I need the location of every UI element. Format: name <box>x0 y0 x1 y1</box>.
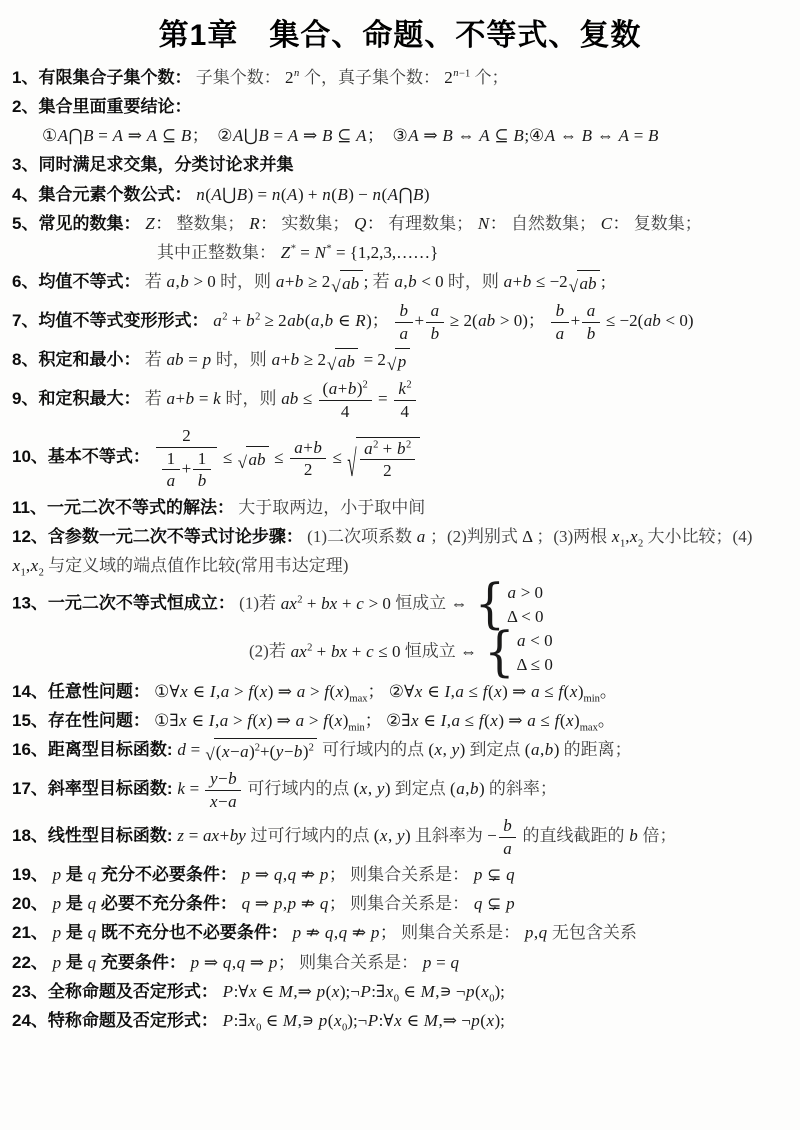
item-13 <box>12 573 788 635</box>
item-heading: 14、任意性问题： <box>12 681 150 701</box>
item-text: 若 <box>144 350 162 370</box>
math-expression: $2^{n-1}$ <box>444 68 471 87</box>
page-title: 第1章 集合、命题、不等式、复数 <box>158 19 642 52</box>
item-text: 到定点 <box>394 778 446 798</box>
item-16 <box>12 738 788 764</box>
math-expression: $\frac{b}{a}$ + $\frac{a}{b}$ ≥ 2(ab > 0)； <box>393 311 545 330</box>
math-expression: p ⇏ q,q ⇏ p； <box>292 923 397 943</box>
item-text: 时，则 <box>225 389 277 409</box>
item-text: 则集合关系是： <box>299 952 419 972</box>
item-heading: 2、集合里面重要结论： <box>12 97 192 117</box>
math-expression: $P:\exists x_0$ ∈ M,∍ $p(x_0);\neg P:\forall x$ ∈ M,⇒ ¬p(x); <box>222 1010 505 1034</box>
item-text: 其中正整数集： <box>157 242 276 262</box>
item-5-positive-integers <box>12 241 788 265</box>
item-14 <box>12 680 788 704</box>
item-heading: 必要不充分条件： <box>100 894 237 914</box>
item-heading: 7、均值不等式变形形式： <box>12 310 209 330</box>
item-heading: 13、一元二次不等式恒成立： <box>12 593 235 613</box>
item-heading: 22、 <box>12 952 48 972</box>
math-expression: p <box>52 923 62 943</box>
item-heading: 6、均值不等式： <box>12 271 141 291</box>
item-text: 时，则 <box>447 271 499 291</box>
math-expression: 2$^n$ <box>284 68 300 87</box>
math-expression: p = q <box>422 952 460 972</box>
math-expression: b <box>629 826 638 846</box>
item-text: (1)二次项系数 <box>307 527 412 547</box>
item-11 <box>12 496 788 520</box>
item-23 <box>12 980 788 1004</box>
item-heading: 18、线性型目标函数: <box>12 826 173 846</box>
item-21 <box>12 921 788 945</box>
item-text: 恒成立 <box>404 641 456 661</box>
math-expression: $x_1,x_2$ <box>611 527 644 550</box>
math-expression: q <box>87 894 97 914</box>
item-20 <box>12 892 788 916</box>
math-expression: Δ <box>522 527 533 547</box>
item-text: 若 <box>144 389 162 409</box>
item-text: 大小比较；(4) <box>647 527 753 547</box>
math-expression: ⇔ { a < 0 Δ ≤ 0 <box>460 621 553 684</box>
item-text: 过可行域内的点 <box>250 826 370 846</box>
item-1 <box>12 66 788 90</box>
item-heading: 9、和定积最大： <box>12 389 141 409</box>
item-text: 则集合关系是： <box>350 894 470 914</box>
item-text: 的距离； <box>563 739 632 759</box>
math-expression: Z： <box>145 213 173 233</box>
math-expression: $a^2 + b^2 \ge 2ab(a,b$ ∈ R)； <box>213 310 389 330</box>
item-text: ；(3)两根 <box>536 527 608 547</box>
item-13-case-2 <box>12 621 788 684</box>
item-text: 大于取两边，小于取中间 <box>238 498 426 518</box>
item-heading: 17、斜率型目标函数: <box>12 778 173 798</box>
math-expression: k = $\frac{y-b}{x-a}$ <box>177 779 243 798</box>
item-heading: 21、 <box>12 923 48 943</box>
item-19 <box>12 863 788 887</box>
item-text: ；(2)判别式 <box>430 527 518 547</box>
item-4 <box>12 183 788 207</box>
item-heading: 10、基本不等式： <box>12 447 150 467</box>
math-expression: ⇔ { a > 0 Δ < 0 <box>450 573 544 635</box>
item-17 <box>12 769 788 811</box>
math-expression: a+b ≥ 2 √ ab ; <box>275 271 369 297</box>
item-text: 的斜率； <box>488 778 557 798</box>
item-heading: 3、同时满足求交集，分类讨论求并集 <box>12 155 294 175</box>
math-expression: p ⇒ q,q ⇒ p； <box>190 952 295 972</box>
math-expression: (x, y) <box>373 826 411 846</box>
math-expression: P:∀x ∈ M,⇒ $p(x);\neg P:\exists x_0$ ∈ M,∍ $\neg p(x_0)$; <box>222 981 505 1005</box>
math-expression: a+b ≤ −2 √ ab ; <box>503 271 606 297</box>
math-expression: ②∃x ∈ I,a ≤ f(x) ⇒ $a \le f(x)_{max}$。 <box>386 710 615 734</box>
math-expression: p <box>52 865 62 885</box>
math-expression: (x, y) <box>428 739 466 759</box>
math-expression: (x, y) <box>353 778 391 798</box>
item-heading: 11、一元二次不等式的解法： <box>12 498 234 518</box>
item-heading: 24、特称命题及否定形式： <box>12 1010 218 1030</box>
math-expression: q <box>87 865 97 885</box>
item-text: 实数集； <box>281 213 350 233</box>
math-expression: ①A⋂B = A ⇒ A ⊆ B； ②A⋃B = A ⇒ B ⊆ A； ③A ⇒ B ⇔ A ⊆ B;④A ⇔ B ⇔ A = B <box>42 126 659 146</box>
item-text: (2)若 <box>249 641 286 661</box>
item-heading: 是 <box>65 952 83 972</box>
math-expression: q ⊊ p <box>473 894 515 914</box>
item-heading: 15、存在性问题： <box>12 710 150 730</box>
item-text: 个； <box>474 68 509 87</box>
math-expression: a+b = k <box>166 389 221 409</box>
item-text: 有理数集； <box>388 213 474 233</box>
item-text: 可行域内的点 <box>322 739 425 759</box>
math-expression: (a,b) <box>524 739 560 759</box>
item-heading: 是 <box>65 923 83 943</box>
item-heading: 既不充分也不必要条件： <box>100 923 288 943</box>
item-6 <box>12 270 788 296</box>
item-2 <box>12 95 788 119</box>
item-heading: 1、有限集合子集个数： <box>12 68 192 87</box>
item-text: 自然数集； <box>510 213 596 233</box>
math-expression: q <box>87 952 97 972</box>
math-expression: ①∃x ∈ I,a > f(x) ⇒ $a > f(x)_{min}$； <box>154 710 382 734</box>
math-expression: Z* = N* = {1,2,3,……} <box>280 242 439 262</box>
item-9 <box>12 379 788 421</box>
item-heading: 20、 <box>12 894 48 914</box>
math-expression: N： <box>477 213 507 233</box>
item-text: 复数集； <box>633 213 702 233</box>
item-text: 若 <box>372 271 390 291</box>
item-18 <box>12 816 788 858</box>
math-expression: $ax^2$ + bx + c ≤ 0 <box>290 641 401 661</box>
item-10 <box>12 426 788 491</box>
math-expression: p <box>52 894 62 914</box>
math-expression: ①∀x ∈ I,a > f(x) ⇒ $a > f(x)_{max}$； <box>154 681 385 704</box>
item-3 <box>12 153 788 177</box>
item-24 <box>12 1009 788 1033</box>
item-5 <box>12 212 788 236</box>
item-text: 无包含关系 <box>551 923 637 943</box>
item-heading: 12、含参数一元二次不等式讨论步骤： <box>12 527 303 547</box>
math-expression: p,q <box>524 923 548 943</box>
item-heading: 8、积定和最小： <box>12 350 141 370</box>
item-text: 时，则 <box>220 271 272 291</box>
math-expression: Q： <box>354 213 384 233</box>
item-text: 个，真子集个数： <box>303 68 440 87</box>
math-expression: ab ≤ $\frac{(a+b)^2}{4}$ = $\frac{k^2}{4}$ <box>281 389 418 408</box>
math-expression: a,b > 0 <box>166 271 216 291</box>
item-text: 可行域内的点 <box>247 778 350 798</box>
item-2-formulas <box>12 124 788 148</box>
math-expression: q <box>87 923 97 943</box>
math-expression: ab = p <box>166 350 212 370</box>
item-heading: 4、集合元素个数公式： <box>12 184 192 204</box>
math-expression: $\frac{b}{a}$ + $\frac{a}{b}$ ≤ −2(ab < 0) <box>549 311 693 330</box>
item-text: 则集合关系是： <box>401 923 521 943</box>
item-text: 且斜率为 <box>414 826 483 846</box>
math-expression: 2 $\frac{1}{a}$ + $\frac{1}{b}$ ≤ √ ab ≤ $\frac{a+b}{2}$ ≤ √ $\frac{a^2 + b^2}{2}$ <box>154 448 421 467</box>
math-expression: z = ax+by <box>177 826 246 846</box>
item-text: 若 <box>144 271 162 291</box>
math-expression: q ⇒ p,p ⇏ q； <box>241 894 346 914</box>
math-expression: a <box>416 527 426 547</box>
item-12-continued <box>12 554 788 578</box>
item-heading: 16、距离型目标函数: <box>12 739 173 759</box>
item-text: 的直线截距的 <box>522 826 625 846</box>
formula-list <box>12 66 788 1033</box>
item-text: 子集个数： <box>195 68 281 87</box>
math-expression: $ax^2$ + bx + c > 0 <box>280 593 391 613</box>
math-expression: a+b ≥ 2 √ ab = 2 √ p <box>271 350 411 369</box>
math-expression: − $\frac{b}{a}$ <box>487 826 518 845</box>
item-heading: 5、常见的数集： <box>12 213 141 233</box>
item-text: 恒成立 <box>395 593 447 613</box>
item-15 <box>12 709 788 733</box>
math-expression: a,b < 0 <box>394 271 444 291</box>
math-expression: n(A⋃B) = n(A) + n(B) − n(A⋂B) <box>196 184 430 204</box>
item-22 <box>12 951 788 975</box>
math-expression: p ⇒ q,q ⇏ p； <box>241 865 346 885</box>
math-expression: C： <box>600 213 630 233</box>
item-heading: 19、 <box>12 865 48 885</box>
item-8 <box>12 348 788 374</box>
math-expression: $x_1,x_2$ <box>12 556 44 579</box>
math-expression: (a,b) <box>450 778 485 798</box>
item-heading: 充分不必要条件： <box>100 865 237 885</box>
math-expression: p ⊊ q <box>473 865 515 885</box>
item-text: 时，则 <box>215 350 267 370</box>
item-heading: 23、全称命题及否定形式： <box>12 981 218 1001</box>
math-expression: R： <box>249 213 278 233</box>
math-expression: d = √ $(x-a)^2+(y-b)^2$ <box>177 740 318 759</box>
item-text: 则集合关系是： <box>350 865 470 885</box>
item-12 <box>12 525 788 549</box>
item-7 <box>12 301 788 343</box>
item-heading: 是 <box>65 865 83 885</box>
item-heading: 充要条件： <box>100 952 186 972</box>
item-heading: 是 <box>65 894 83 914</box>
math-expression: p <box>52 952 62 972</box>
item-text: (1)若 <box>239 593 276 613</box>
item-text: 与定义域的端点值作比较(常用韦达定理) <box>48 556 349 576</box>
item-text: 到定点 <box>469 739 521 759</box>
math-expression: ②∀x ∈ I,a ≤ f(x) ⇒ $a \le f(x)_{min}$。 <box>388 681 617 704</box>
item-text: 整数集； <box>176 213 245 233</box>
item-text: 倍； <box>642 826 677 846</box>
